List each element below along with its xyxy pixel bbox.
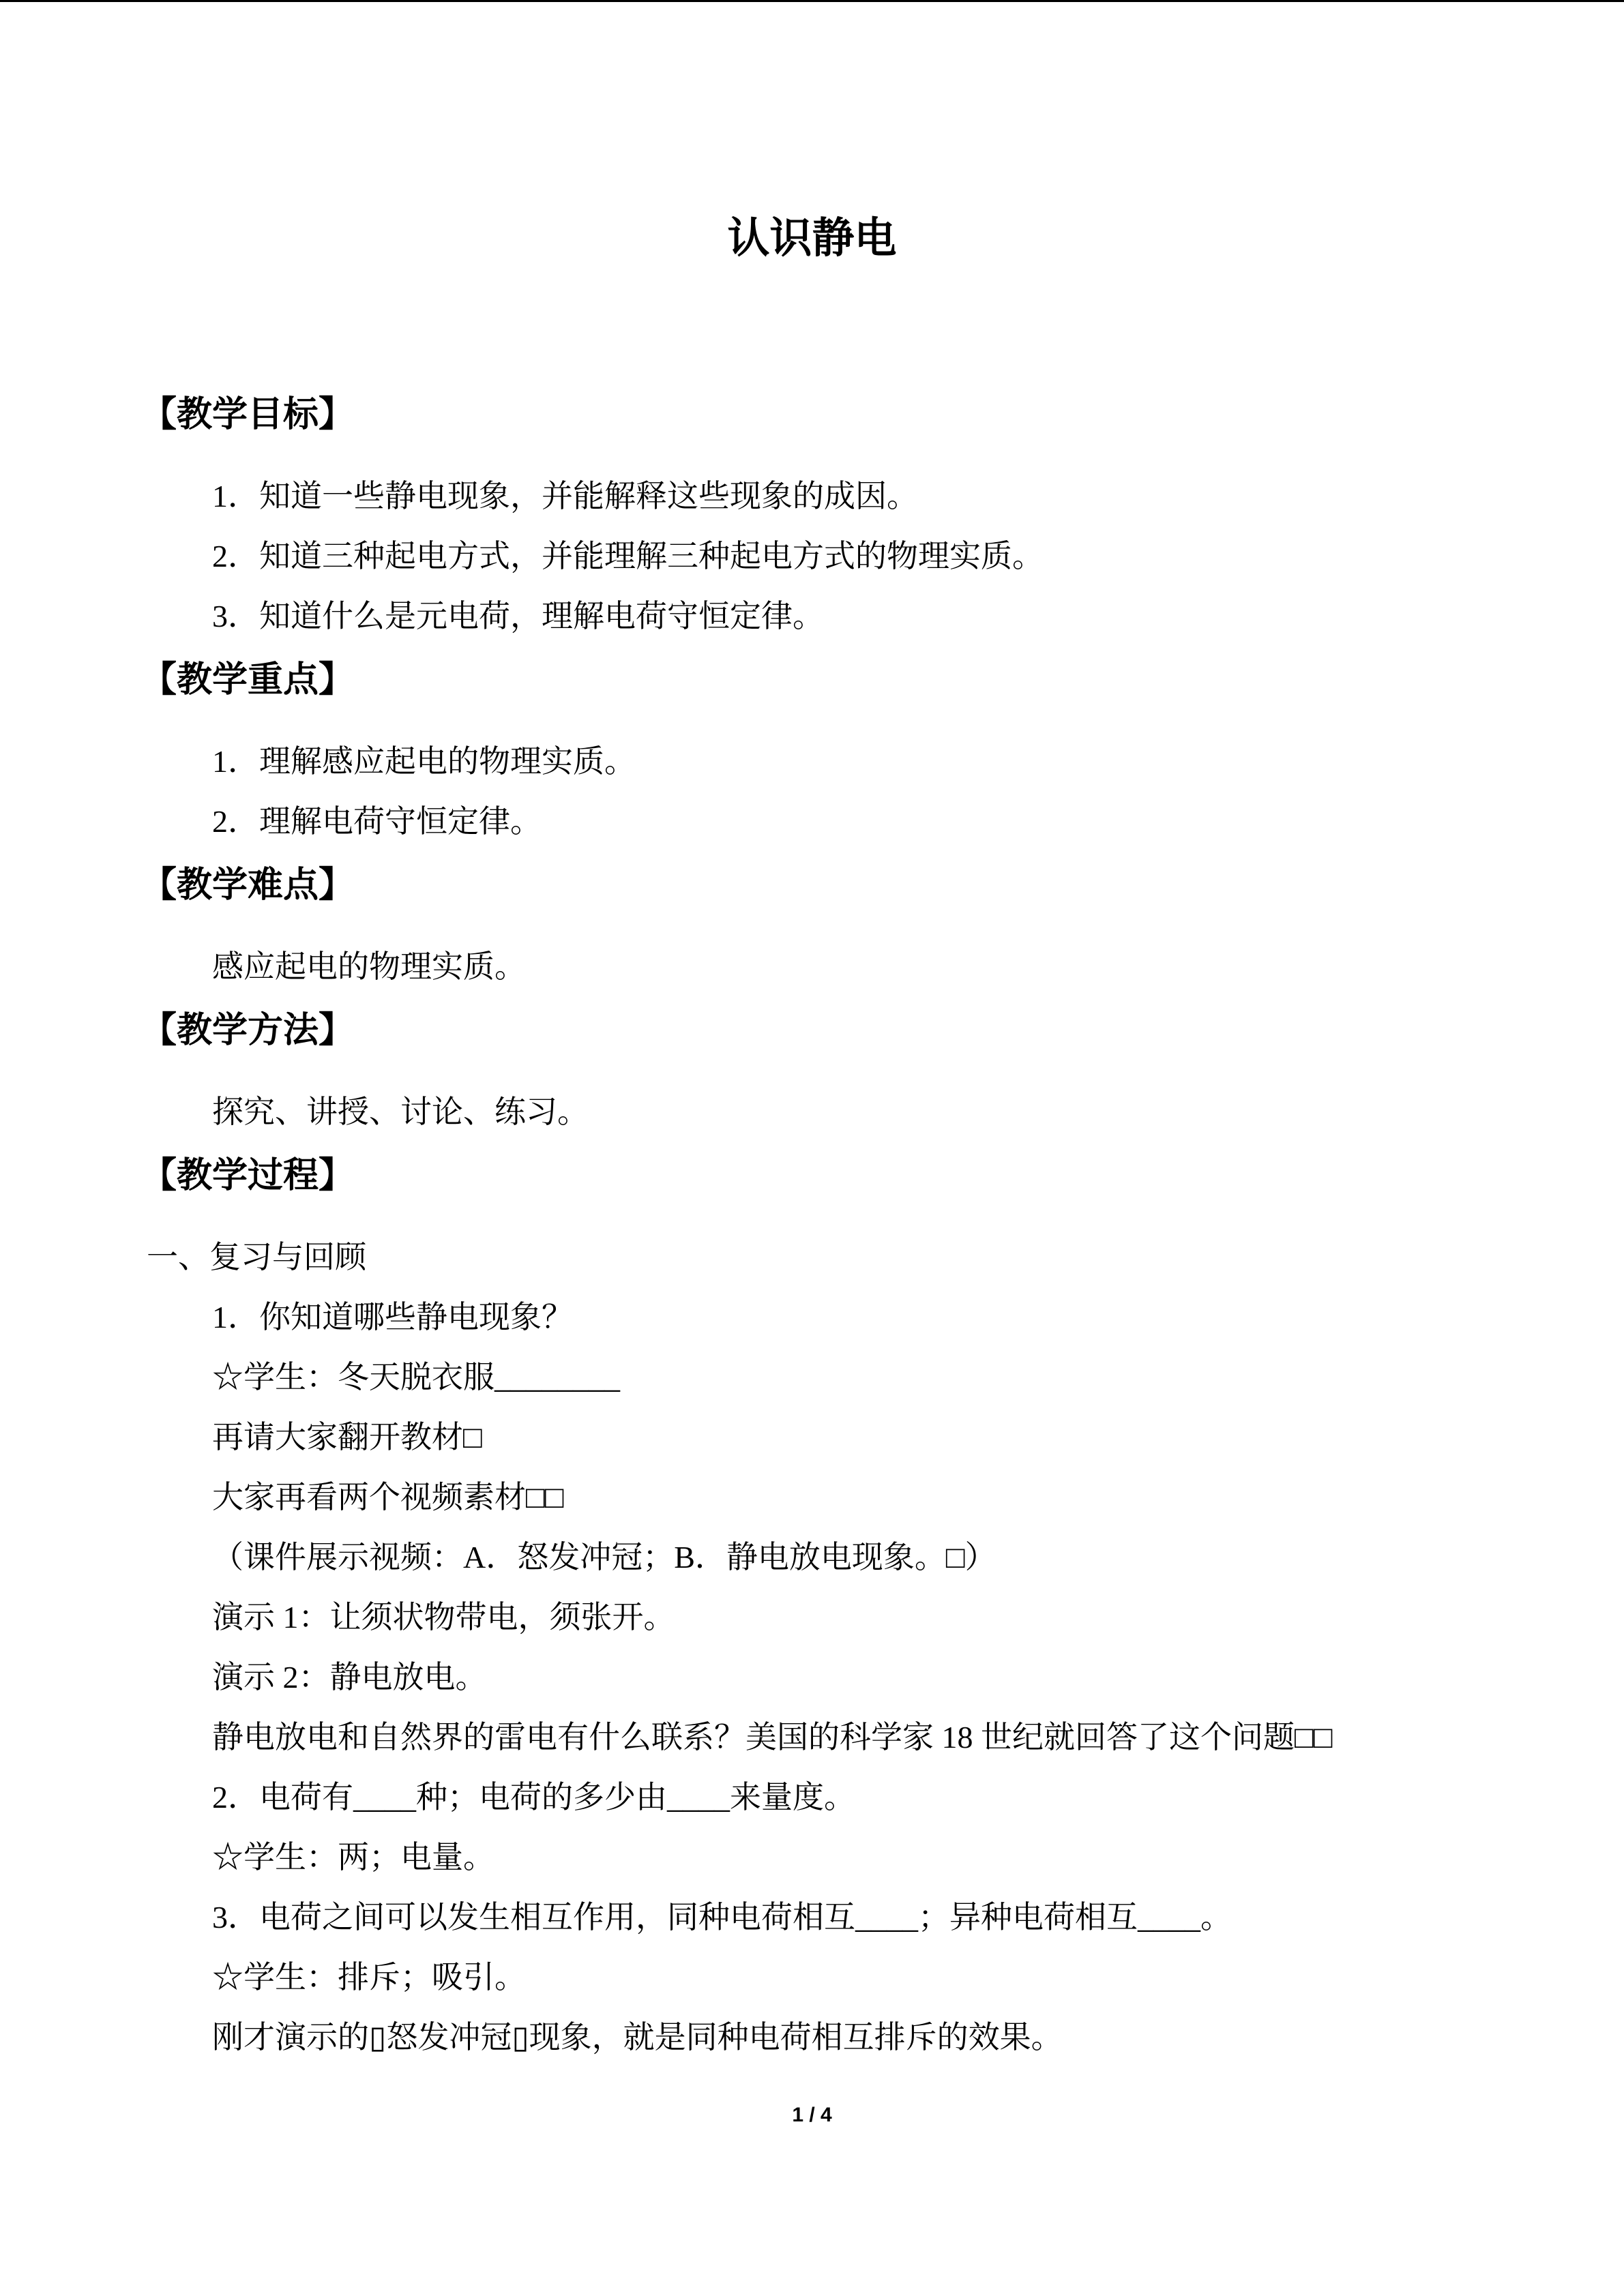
process-line: ☆学生：冬天脱衣服________ bbox=[212, 1360, 620, 1395]
process-line: 1．你知道哪些静电现象？ bbox=[212, 1300, 573, 1335]
process-line: 静电放电和自然界的雷电有什么联系？美国的科学家 18 世纪就回答了这个问题□□ bbox=[212, 1720, 1333, 1755]
process-line: 再请大家翻开教材□ bbox=[212, 1420, 482, 1455]
process-line: 大家再看两个视频素材□□ bbox=[212, 1480, 564, 1515]
method-item: 探究、讲授、讨论、练习。 bbox=[212, 1094, 589, 1129]
process-line: ☆学生：两；电量。 bbox=[212, 1840, 494, 1875]
objective-item: 2．知道三种起电方式，并能理解三种起电方式的物理实质。 bbox=[212, 539, 1044, 573]
section-heading: 【教学目标】 bbox=[141, 395, 355, 434]
process-line: 3．电荷之间可以发生相互作用，同种电荷相互____；异种电荷相互____。 bbox=[212, 1900, 1232, 1935]
key-point-item: 1．理解感应起电的物理实质。 bbox=[212, 744, 636, 779]
section-heading: 【教学过程】 bbox=[141, 1156, 355, 1195]
process-line: （课件展示视频：A．怒发冲冠；B．静电放电现象。□） bbox=[212, 1540, 996, 1575]
section-heading: 【教学难点】 bbox=[141, 865, 355, 905]
page-top-rule bbox=[0, 0, 1624, 2]
section-heading: 【教学重点】 bbox=[141, 660, 355, 700]
process-line: 刚才演示的▯怒发冲冠▯现象，就是同种电荷相互排斥的效果。 bbox=[212, 2020, 1063, 2055]
section-objectives bbox=[141, 381, 1477, 646]
section-key-points bbox=[141, 646, 1477, 852]
process-line: 演示 1：让须状物带电，须张开。 bbox=[212, 1600, 675, 1635]
key-point-item: 2．理解电荷守恒定律。 bbox=[212, 804, 542, 839]
objective-item: 1．知道一些静电现象，并能解释这些现象的成因。 bbox=[212, 479, 918, 513]
process-subheading: 一、复习与回顾 bbox=[147, 1240, 366, 1274]
section-process bbox=[141, 1142, 1477, 2068]
objective-item: 3．知道什么是元电荷，理解电荷守恒定律。 bbox=[212, 599, 824, 633]
difficulty-item: 感应起电的物理实质。 bbox=[212, 949, 526, 984]
document-title: 认识静电 bbox=[727, 215, 897, 262]
section-methods bbox=[141, 997, 1477, 1142]
process-line: ☆学生：排斥；吸引。 bbox=[212, 1960, 526, 1995]
section-difficulties bbox=[141, 852, 1477, 997]
process-line: 演示 2：静电放电。 bbox=[212, 1660, 487, 1695]
document-body bbox=[141, 381, 1477, 2068]
section-heading: 【教学方法】 bbox=[141, 1011, 355, 1050]
page-number: 1 / 4 bbox=[792, 2104, 832, 2126]
process-line: 2．电荷有____种；电荷的多少由____来量度。 bbox=[212, 1780, 855, 1815]
